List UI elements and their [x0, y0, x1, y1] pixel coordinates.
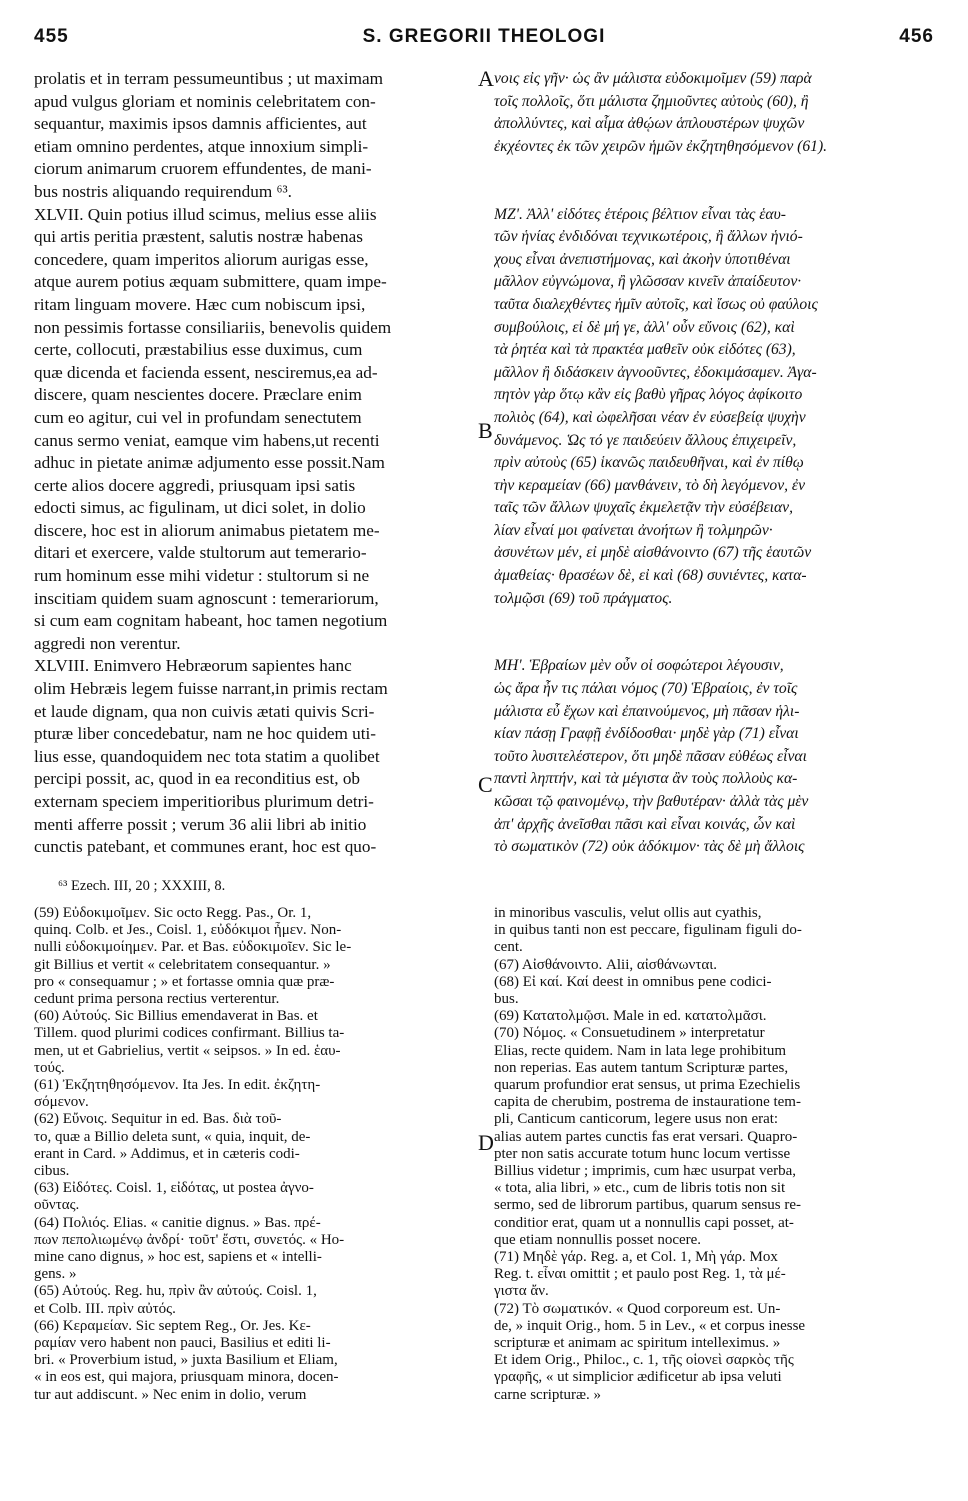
- page-number-left: 455: [34, 26, 69, 47]
- greek-line: τολμῷσι (69) τοῦ πράγματος.: [494, 589, 673, 607]
- greek-line: ταῦτα διαλεχθέντες ἡμῖν αὐτοῖς, καὶ ἴσως οὐ φαύλοις: [494, 295, 818, 313]
- note-line: cedunt prima persona rectius verterentur.: [34, 991, 280, 1008]
- greek-line: παντὶ ληπτήν, καὶ τὰ μέγιστα ἂν τοὺς πολλοὺς κα-: [494, 770, 798, 788]
- greek-line: ΜΖ'. Ἀλλ' εἰδότες ἑτέροις βέλτιον εἶναι τὰς ἑαυ-: [494, 205, 786, 223]
- greek-line: [494, 610, 934, 633]
- running-header: [34, 26, 934, 54]
- margin-mark-b: B: [478, 418, 493, 443]
- latin-line: rum hominum esse mihi videtur : stultorum si ne: [34, 566, 370, 586]
- note-line: οῦντας.: [34, 1197, 80, 1214]
- note-line: bus.: [494, 991, 519, 1008]
- note-line: in minoribus vasculis, velut ollis aut cyathis,: [494, 905, 762, 921]
- latin-line: percipi possit, ac, quod in ea reconditius est, ob: [34, 769, 361, 789]
- note-line: git Billius et vertit « celebritatem consequantur. »: [34, 956, 331, 973]
- greek-line: κῶσαι τῷ φαινομένῳ, τὴν βαθυτέραν· ἀλλὰ τὰς μὲν: [494, 793, 809, 810]
- note-line: (64) Πολιός. Elias. « canitie dignus. » Bas. πρέ-: [34, 1214, 321, 1231]
- note-line: et Colb. III. πρὶν αὐτός.: [34, 1300, 176, 1317]
- note-line: scripturæ et animam ac spiritum intelleximus. »: [494, 1335, 781, 1352]
- note-line: carne scripturæ. »: [494, 1386, 602, 1403]
- greek-line: συμβούλοις, εἰ δὲ μή γε, ἀλλ' οὖν εὔνοις (62), καὶ: [494, 318, 795, 336]
- latin-line: XLVII. Quin potius illud scimus, melius esse aliis: [34, 204, 377, 224]
- latin-line: ritam linguam movere. Hæc cum nobiscum ipsi,: [34, 294, 366, 314]
- note-line: Et idem Orig., Philoc., c. 1, τῆς οἱονεὶ σαρκὸς τῆς: [494, 1352, 794, 1369]
- margin-mark-d: D: [478, 1130, 494, 1155]
- latin-line: discere, hoc est in aliorum animabus pietatem me-: [34, 520, 380, 540]
- critical-notes-left: [34, 905, 474, 1465]
- latin-line: externam speciem imperitioribus plurimum detri-: [34, 792, 374, 811]
- greek-line: νοις εἰς γῆν· ὡς ἂν μάλιστα εὐδοκιμοῖμεν (59) παρὰ: [494, 70, 812, 87]
- note-line: (71) Μηδὲ γάρ. Reg. a, et Col. 1, Μὴ γάρ. Mox: [494, 1249, 778, 1266]
- note-line: sermo, sed de librorum partibus, quarum sensus re-: [494, 1197, 802, 1214]
- latin-line: adhuc in pietate animæ adjumento esse possit.Nam: [34, 453, 385, 473]
- note-line: (68) Εἰ καί. Καί deest in omnibus pene codici-: [494, 973, 772, 990]
- note-line: (70) Νόμος. « Consuetudinem » interpretatur: [494, 1025, 765, 1042]
- latin-line: quæ dicenda et facienda essent, nesciremus,ea ad-: [34, 362, 378, 382]
- note-line: nulli εὐδοκιμοίημεν. Par. et Bas. εὐδοκιμοῖεν. Sic le-: [34, 939, 352, 956]
- greek-line: ἐκχέοντες ἐκ τῶν χειρῶν ἡμῶν ἐκζητηθησόμενον (61).: [494, 137, 828, 155]
- greek-text-column: [494, 68, 934, 874]
- note-line: σόμενον.: [34, 1094, 89, 1111]
- greek-line: πολιὸς (64), καὶ ὠφελῆσαι νέαν ἐν εὐσεβείᾳ ψυχὴν: [494, 408, 806, 426]
- note-line: (60) Αὐτούς. Sic Billius emendaverat in Bas. et: [34, 1008, 318, 1025]
- scripture-footnote: [34, 878, 474, 900]
- latin-line: atque aurem potius æquam submittere, quam impe-: [34, 272, 387, 292]
- note-line: capita de cherubim, postrema de instauratione tem-: [494, 1094, 801, 1111]
- latin-line: bus nostris aliquando requirendum ⁶³.: [34, 181, 292, 201]
- greek-line: ταῖς τῶν ἄλλων ψυχαῖς ἐκμελετᾷν τὴν εὐσέβειαν,: [494, 499, 793, 517]
- greek-line: τὴν κεραμείαν (66) μανθάνειν, τὸ δὴ λεγόμενον, ἐν: [494, 476, 805, 494]
- note-line: que etiam nonnullis posset nocere.: [494, 1231, 702, 1248]
- latin-line: apud vulgus gloriam et nominis celebritatem con-: [34, 91, 376, 111]
- note-line: τούς.: [34, 1059, 65, 1076]
- latin-line: olim Hebræis legem fuisse narrant,in primis rectam: [34, 679, 388, 699]
- greek-line: μάλιστα εὖ ἔχων καὶ ἐπαινούμενος, μὴ πᾶσαν ἡλι-: [494, 702, 800, 720]
- note-line: πων πεπολιωμένῳ ἀνδρί· τοῦτ' ἔστι, συνετός. « Ho-: [34, 1231, 345, 1248]
- note-line: gens. »: [34, 1266, 77, 1283]
- latin-line: XLVIII. Enimvero Hebræorum sapientes hanc: [34, 656, 352, 676]
- greek-line: τοῦτο λυσιτελέστερον, ὅτι μηδὲ πᾶσαν εὐθέως εἶναι: [494, 747, 807, 765]
- note-line: pro « consequamur ; » et fortasse omnia quæ præ-: [34, 973, 335, 990]
- margin-mark-a: A: [478, 66, 494, 91]
- note-line: non reperias. Eas autem tantum Scripturæ partes,: [494, 1059, 789, 1076]
- latin-line: canus sermo veniat, eamque vim habens,ut recenti: [34, 430, 380, 450]
- latin-line: edocti simus, ac figulinam, ut dici solet, in dolio: [34, 498, 366, 518]
- note-line: (72) Τὸ σωματικόν. « Quod corporeum est. Un-: [494, 1300, 781, 1317]
- latin-line: menti afferre possit ; verum 36 alii libri ab initio: [34, 814, 367, 834]
- latin-line: lius esse, quandoquidem nec tota statim a quolibet: [34, 746, 380, 766]
- latin-line: qui artis peritia præstent, salutis nostræ habenas: [34, 227, 363, 247]
- greek-line: ἀμαθείας· θρασέων δὲ, εἰ καὶ (68) συνιέντες, κατα-: [494, 567, 807, 585]
- running-title: S. GREGORII THEOLOGI: [362, 26, 606, 47]
- greek-line: μᾶλλον εὐγνώμονα, ἢ γλῶσσαν κινεῖν ἀπαίδευτον·: [494, 273, 802, 291]
- greek-line: ὡς ἄρα ἦν τις πάλαι νόμος (70) Ἑβραίοις, ἐν τοῖς: [494, 680, 798, 698]
- greek-line: ΜΗ'. Ἑβραίων μὲν οὖν οἱ σοφώτεροι λέγουσιν,: [494, 657, 784, 675]
- latin-line: ditari et exercere, valde stultorum aut temerario-: [34, 543, 367, 563]
- note-line: (65) Αὐτούς. Reg. hu, πρὶν ἂν αὐτούς. Coisl. 1,: [34, 1283, 317, 1300]
- note-line: (67) Αἰσθάνοιντο. Alii, αἰσθάνωνται.: [494, 956, 718, 973]
- latin-text-column: [34, 68, 474, 874]
- greek-line: κίαν πάσῃ Γραφῇ ἐνδίδοσθαι· μηδὲ γὰρ (71) εἶναι: [494, 725, 799, 743]
- note-line: bri. « Proverbium istud, » juxta Basilium et Eliam,: [34, 1352, 338, 1369]
- note-line: de, » inquit Orig., hom. 5 in Lev., « et corpus inesse: [494, 1317, 806, 1334]
- greek-line: λίαν εἶναί μοι φαίνεται ἀνοήτων ἢ τολμηρῶν·: [494, 521, 773, 539]
- latin-line: cunctis patebant, et communes erant, hoc est quo-: [34, 837, 377, 857]
- note-line: το, quæ a Billio deleta sunt, « quia, inquit, de-: [34, 1128, 311, 1145]
- note-line: conditior erat, quam ut a nonnullis capi posset, at-: [494, 1214, 794, 1231]
- greek-line: [494, 158, 934, 181]
- latin-line: aggredi non verentur.: [34, 633, 181, 653]
- latin-line: et laude dignam, qua non cuivis ætati quivis Scri-: [34, 701, 375, 721]
- note-line: alias autem partes cunctis fas erat versari. Quapro-: [494, 1128, 798, 1145]
- note-line: cent.: [494, 939, 523, 956]
- latin-line: pturæ liber concedebatur, nam ne hoc quidem uti-: [34, 724, 376, 744]
- greek-line: ἀπολλύντες, καὶ αἷμα ἀθῴων ἁπλουστέρων ψυχῶν: [494, 115, 805, 133]
- note-line: (59) Εὐδοκιμοῖμεν. Sic octo Regg. Pas., Or. 1,: [34, 905, 312, 921]
- latin-line: sequantur, maximis ipsos damnis afficientes, aut: [34, 114, 367, 134]
- latin-line: ciorum animarum cruorem effundentes, de mani-: [34, 159, 372, 179]
- note-line: ραμίαν vero habent non pauci, Basilius et editi li-: [34, 1335, 331, 1352]
- note-line: (63) Εἰδότες. Coisl. 1, εἰδότας, ut postea ἀγνο-: [34, 1180, 314, 1197]
- critical-notes-right: [494, 905, 934, 1465]
- greek-line: ἀπ' ἀρχῆς ἀνεῖσθαι πᾶσι καὶ εἶναι κοινάς, ὧν καὶ: [494, 815, 796, 833]
- greek-line: τῶν ἡνίας ἐνδιδόναι τεχνικωτέροις, ἢ ἄλλων ἡνιό-: [494, 228, 803, 246]
- note-line: in quibus tanti non est peccare, figulinam figuli do-: [494, 922, 802, 939]
- latin-line: inscitiam quidem suam agnoscunt : temerariorum,: [34, 588, 379, 608]
- notes-left-lines: [34, 905, 474, 1404]
- greek-lines: [494, 68, 934, 859]
- note-line: (62) Εὔνοις. Sequitur in ed. Bas. διὰ τοῦ-: [34, 1111, 282, 1128]
- note-line: men, ut et Gabrielius, vertit « seipsos. » In ed. ἑαυ-: [34, 1042, 341, 1059]
- latin-line: concedere, quam imperitos aliorum aurigas esse,: [34, 249, 369, 269]
- note-line: erant in Card. » Addimus, et in cæteris codi-: [34, 1145, 300, 1162]
- latin-line: etiam omnino perdentes, atque innoxium simpli-: [34, 136, 369, 156]
- note-line: γραφῆς, « ut simplicior ædificetur ab ipsa veluti: [494, 1369, 782, 1386]
- greek-line: μᾶλλον ἢ διδάσκειν ἀγνοοῦντες, ἐδοκιμάσαμεν. Ἀγα-: [494, 363, 817, 381]
- note-line: tur aut addiscunt. » Nec enim in dolio, verum: [34, 1386, 307, 1403]
- footnote-63: ⁶³ Ezech. III, 20 ; XXXIII, 8.: [58, 878, 226, 894]
- greek-line: τοῖς πολλοῖς, ὅτι μάλιστα ζημιοῦντες αὐτοὺς (60), ἢ: [494, 92, 809, 110]
- note-line: pter non satis accurate totum hunc locum vertisse: [494, 1145, 791, 1162]
- note-line: γιστα ἄν.: [494, 1283, 549, 1300]
- note-line: (61) Ἐκζητηθησόμενον. Ita Jes. In edit. ἐκζητη-: [34, 1077, 321, 1094]
- greek-line: ἀσυνέτων μέν, εἰ μηδὲ αἰσθάνοιντο (67) τῆς ἑαυτῶν: [494, 544, 812, 562]
- note-line: Reg. t. εἶναι omittit ; et paulo post Reg. 1, τὰ μέ-: [494, 1266, 786, 1283]
- margin-mark-c: C: [478, 772, 493, 797]
- greek-line: πρὶν αὐτοὺς (65) ἱκανῶς παιδευθῆναι, καὶ ἐν πίθῳ: [494, 454, 804, 472]
- greek-line: χους εἶναι ἀνεπιστήμονας, καὶ ἀκοὴν ὑποτιθέναι: [494, 250, 791, 268]
- note-line: « tota, alia libri, » etc., cum de libris totis non sit: [494, 1180, 786, 1197]
- latin-line: certe alios docere aggredi, priusquam ipsi satis: [34, 475, 356, 495]
- note-line: quarum profundior erat sensus, ut prima Ezechielis: [494, 1077, 801, 1094]
- latin-lines: [34, 68, 474, 859]
- note-line: cibus.: [34, 1163, 70, 1180]
- latin-line: non pessimis fortasse consiliariis, benevolis quidem: [34, 317, 392, 337]
- latin-line: si cum eam cognitam habeant, hoc tamen negotium: [34, 611, 388, 631]
- greek-line: [494, 181, 934, 204]
- latin-line: prolatis et in terram pessumeuntibus ; ut maximam: [34, 69, 383, 88]
- latin-line: certe, collocuti, præstabilius esse duximus, cum: [34, 340, 363, 360]
- note-line: Tillem. quod plurimi codices confirmant. Billius ta-: [34, 1025, 345, 1042]
- greek-line: τὸ σωματικὸν (72) οὐκ ἀδόκιμον· τὰς δὲ μὴ ἄλλοις: [494, 838, 805, 856]
- note-line: quinq. Colb. et Jes., Coisl. 1, εὐδόκιμοι ἦμεν. Non-: [34, 922, 342, 939]
- notes-right-lines: [494, 905, 934, 1404]
- greek-line: τὰ ῥητέα καὶ τὰ πρακτέα μαθεῖν οὐκ εἰδότες (63),: [494, 341, 796, 359]
- latin-line: discere, quam nescientes docere. Præclare enim: [34, 385, 362, 405]
- note-line: pli, Canticum canticorum, legere usus non erat:: [494, 1111, 779, 1128]
- note-line: Elias, recte quidem. Nam in lata lege prohibitum: [494, 1042, 786, 1059]
- page-number-right: 456: [899, 26, 934, 47]
- note-line: (66) Κεραμείαν. Sic septem Reg., Or. Jes. Κε-: [34, 1317, 311, 1334]
- note-line: Billius videtur ; imprimis, cum hæc usurpat verba,: [494, 1163, 797, 1180]
- note-line: mine cano dignus, » hoc est, sapiens et « intelli-: [34, 1249, 322, 1266]
- greek-line: δυνάμενος. Ὡς τό γε παιδεύειν ἄλλους ἐπιχειρεῖν,: [494, 431, 797, 449]
- latin-line: cum eo agitur, cui vel in profundam senectutem: [34, 407, 362, 427]
- note-line: (69) Κατατολμῷσι. Male in ed. κατατολμᾶσι.: [494, 1008, 767, 1025]
- note-line: « in eos est, qui majora, priusquam minora, docen-: [34, 1369, 339, 1386]
- greek-line: πητὸν γὰρ ὅτῳ κἂν εἰς βαθὺ γῆρας λόγος ἀφίκοιτο: [494, 386, 803, 404]
- greek-line: [494, 633, 934, 656]
